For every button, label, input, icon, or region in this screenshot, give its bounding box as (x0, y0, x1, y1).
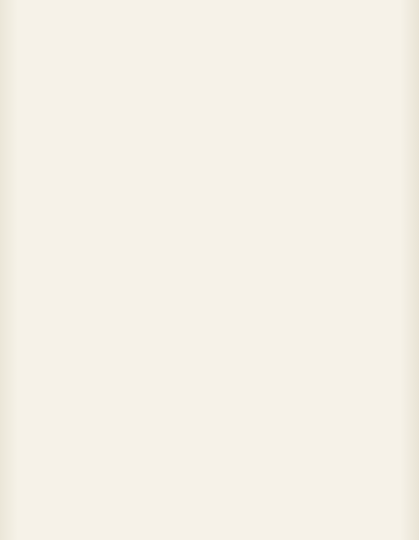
page-header (22, 6, 402, 22)
dramatis-personae (16, 29, 406, 44)
text-block (36, 22, 406, 44)
